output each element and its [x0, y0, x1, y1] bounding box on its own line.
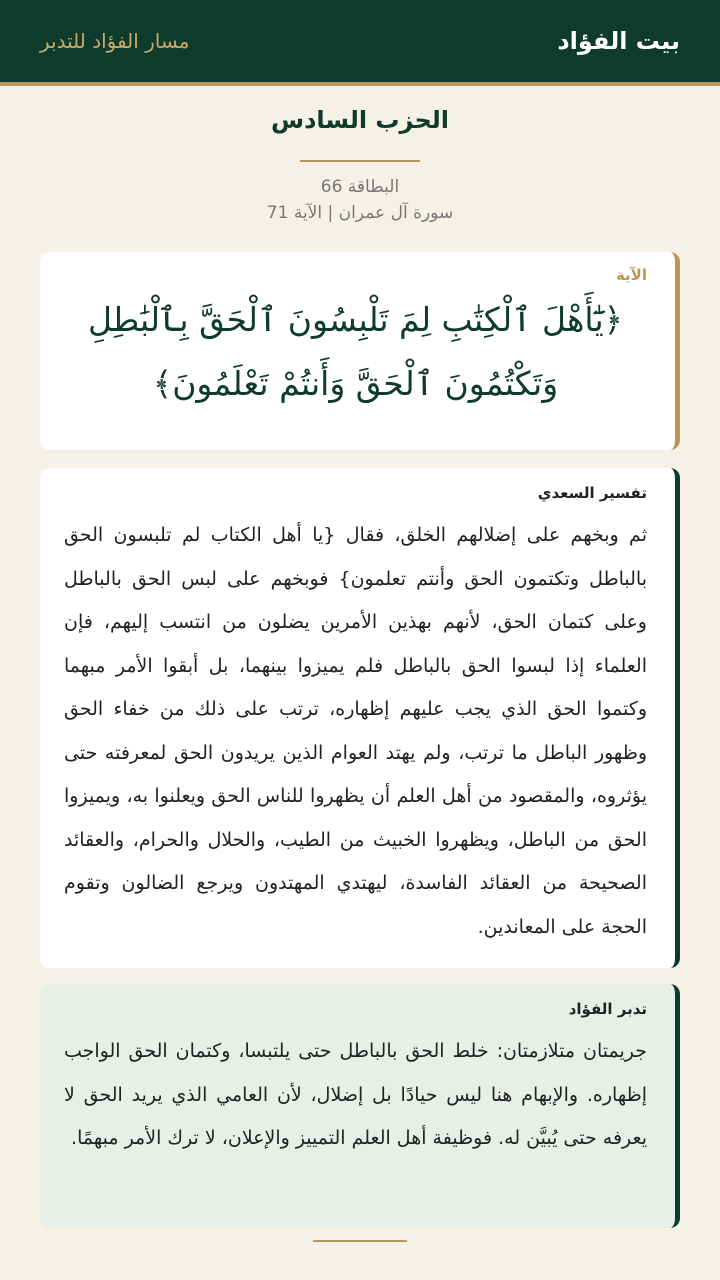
ayah-card	[40, 252, 680, 450]
path-subtitle[interactable]: مسار الفؤاد للتدبر	[40, 29, 190, 53]
ayah-text: ﴿يَٰٓأَهْلَ ٱلْكِتَٰبِ لِمَ تَلْبِسُونَ ٱلْحَقَّ بِٱلْبَٰطِلِ وَتَكْتُمُونَ ٱلْحَقَّ وَأَنتُمْ تَعْلَمُونَ﴾	[87, 300, 623, 403]
ayah-label: الآية	[615, 266, 647, 284]
hizb-title: الحزب السادس	[270, 106, 450, 134]
surah-reference: سورة آل عمران | الآية 71	[266, 203, 454, 223]
title-divider	[300, 160, 420, 162]
card-number: البطاقة 66	[320, 177, 400, 197]
tadabbur-text: جريمتان متلازمتان: خلط الحق بالباطل حتى يلتبسا، وكتمان الحق الواجب إظهاره. والإبهام هنا ليس حيادًا بل إضلال، لأن العامي الذي يريد الحق لا يعرفه حتى يُبيَّن له. فوظيفة أهل العلم التمييز والإعلان، لا ترك الأمر مبهمًا.	[64, 1040, 647, 1149]
app-header	[0, 0, 720, 86]
card-title-block	[0, 100, 720, 226]
tafsir-card	[40, 468, 680, 968]
tadabbur-card	[40, 984, 680, 1228]
bottom-divider	[313, 1240, 407, 1242]
app-brand[interactable]: بيت الفؤاد	[557, 27, 680, 55]
tafsir-label: تفسير السعدي	[537, 484, 647, 502]
tadabbur-label: تدبر الفؤاد	[568, 1000, 647, 1018]
tafsir-text: ثم وبخهم على إضلالهم الخلق، فقال {يا أهل الكتاب لم تلبسون الحق بالباطل وتكتمون الحق وأنتم تعلمون} فوبخهم على لبس الحق بالباطل وعلى كتمان الحق، لأنهم بهذين الأمرين يضلون من انتسب إليهم، فإن العلماء إذا لبسوا الحق بالباطل فلم يميزوا بينهما، بل أبقوا الأمر مبهما وكتموا الحق الذي يجب عليهم إظهاره، ترتب على ذلك من خفاء الحق وظهور الباطل ما ترتب، ولم يهتد العوام الذين يريدون الحق لمعرفته حتى يؤثروه، والمقصود من أهل العلم أن يظهروا للناس الحق ويعلنوا به، ويميزوا الحق من الباطل، ويظهروا الخبيث من الطيب، والحلال والحرام، والعقائد الصحيحة من العقائد الفاسدة، ليهتدي المهتدون ويرجع الضالون وتقوم الحجة على المعاندين.	[64, 524, 647, 938]
